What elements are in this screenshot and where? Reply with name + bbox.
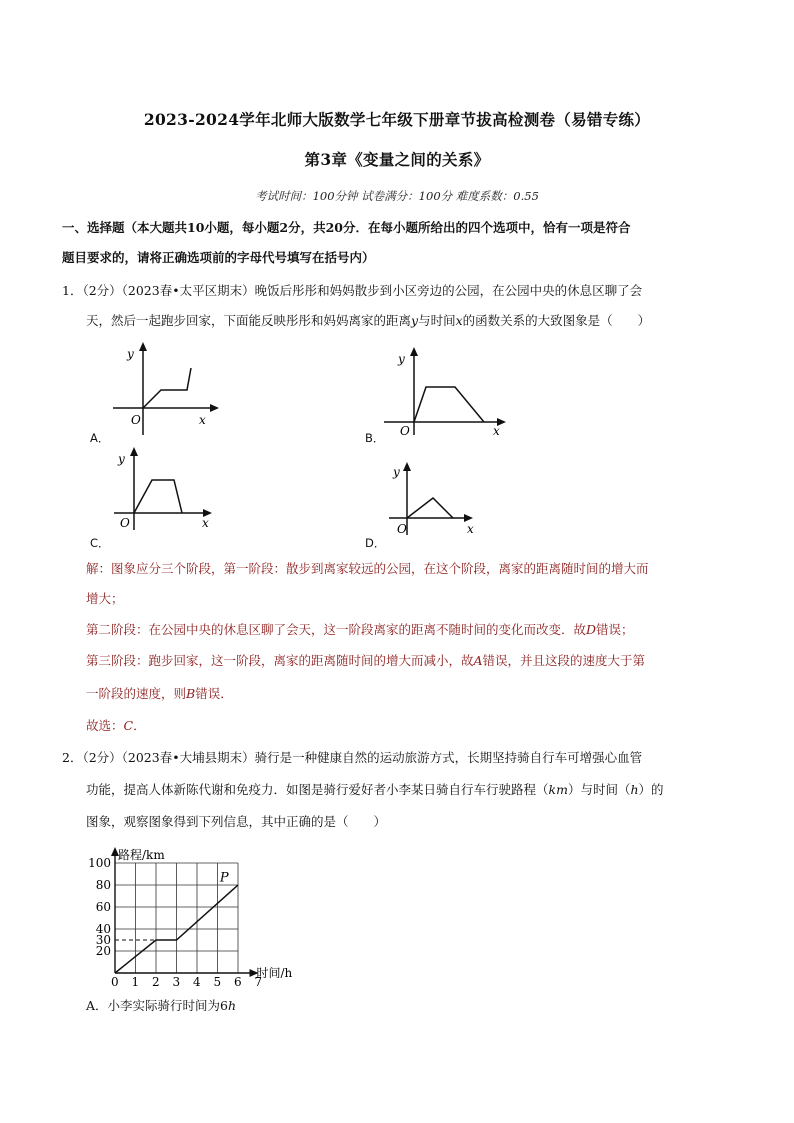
q2-option-a-unit: h <box>227 998 237 1013</box>
q2-text-line2 <box>86 782 664 798</box>
solution-line5-text: 一阶段的速度，则 <box>86 686 187 701</box>
solution-var-a: A <box>473 653 483 668</box>
graph-option-c[interactable] <box>110 445 220 530</box>
q1-text-b: 与时间 <box>418 313 456 328</box>
origin-label: O <box>397 522 407 536</box>
solution-line3-text: 第二阶段：在公园中央的休息区聊了会天，这一阶段离家的距离不随时间的变化而改变．故 <box>86 622 587 637</box>
chapter-title: 第3章《变量之间的关系》 <box>304 150 490 169</box>
q1-text-line2 <box>86 313 650 329</box>
x-tick-label: 3 <box>172 975 181 989</box>
q2-unit-h: h <box>630 782 639 797</box>
q1-var-y: y <box>411 313 419 328</box>
graph-option-b[interactable] <box>380 345 510 438</box>
q2-text-line3: 图象，观察图象得到下列信息，其中正确的是（ ） <box>86 814 387 829</box>
x-tick-label: 0 <box>111 975 119 989</box>
q2-text-b: ）与时间（ <box>567 782 631 797</box>
solution-var-d: D <box>586 622 597 637</box>
option-a-label: A． <box>90 431 110 445</box>
y-tick-label: 100 <box>88 856 111 870</box>
x-tick-label: 6 <box>234 975 242 989</box>
option-c-label: C． <box>90 536 110 550</box>
page-title: 2023-2024学年北师大版数学七年级下册章节拔高检测卷（易错专练） <box>143 110 651 129</box>
y-tick-label: 20 <box>95 944 111 958</box>
solution-line3-end: 错误； <box>596 622 634 637</box>
q1-var-x: x <box>455 313 463 328</box>
graph-option-d[interactable] <box>385 460 485 535</box>
solution-line1: 解：图象应分三个阶段，第一阶段：散步到离家较远的公园，在这个阶段，离家的距离随时间的增大而 <box>86 561 649 576</box>
solution-answer <box>86 718 146 734</box>
distance-time-chart[interactable] <box>85 838 310 988</box>
option-b-label: B． <box>365 431 385 445</box>
origin-label: O <box>120 516 130 530</box>
section-heading-line2: 题目要求的，请将正确选项前的字母代号填写在括号内） <box>62 250 375 265</box>
q1-text-a: 天，然后一起跑步回家，下面能反映彤彤和妈妈离家的距离 <box>86 313 412 328</box>
solution-line5 <box>86 686 233 702</box>
x-tick-label: 7 <box>254 975 263 989</box>
y-axis-label: 路程/km <box>118 848 165 862</box>
axis-y-label: y <box>118 452 125 466</box>
q2-option-a-text: A．小李实际骑行时间为6 <box>86 998 228 1013</box>
q2-text-a: 功能，提高人体新陈代谢和免疫力．如图是骑行爱好者小李某日骑自行车行驶路程（ <box>86 782 549 797</box>
y-tick-label: 60 <box>95 900 111 914</box>
axis-x-label: x <box>493 424 500 438</box>
solution-line3 <box>86 622 634 638</box>
axis-y-label: y <box>393 465 400 479</box>
solution-line4-text: 第三阶段：跑步回家，这一阶段，离家的距离随时间的增大而减小，故 <box>86 653 474 668</box>
origin-label: O <box>400 424 410 438</box>
graph-option-a[interactable] <box>105 340 225 435</box>
section-heading-line1: 一、选择题（本大题共10小题，每小题2分，共20分．在每小题所给出的四个选项中，恰有一项是符合 <box>62 220 631 235</box>
q1-text-c: 的函数关系的大致图象是（ ） <box>462 313 651 328</box>
x-tick-label: 5 <box>213 975 222 989</box>
y-tick-label: 80 <box>95 878 111 892</box>
x-tick-label: 1 <box>131 975 140 989</box>
q2-unit-km: km <box>548 782 568 797</box>
axis-x-label: x <box>467 522 474 536</box>
solution-line4 <box>86 653 645 669</box>
x-tick-label: 4 <box>193 975 201 989</box>
option-d-label: D． <box>365 536 386 550</box>
q2-option-a[interactable] <box>86 998 236 1014</box>
solution-var-b: B <box>186 686 196 701</box>
solution-line5-end: 错误． <box>195 686 233 701</box>
y-tick-label: 30 <box>95 933 111 947</box>
point-label-p: P <box>219 870 229 886</box>
answer-choice: C <box>123 718 134 733</box>
x-axis-label: 时间/h <box>256 966 293 980</box>
answer-prefix: 故选： <box>86 718 124 733</box>
y-tick-label: 40 <box>95 922 111 936</box>
axis-x-label: x <box>202 516 209 530</box>
x-tick-label: 2 <box>152 975 160 989</box>
axis-y-label: y <box>127 347 134 361</box>
axis-y-label: y <box>398 352 405 366</box>
solution-line2: 增大； <box>86 591 124 606</box>
q2-text-line1: 2．（2分）（2023春•大埔县期末）骑行是一种健康自然的运动旅游方式，长期坚持骑自行车可增强心血管 <box>62 750 643 765</box>
exam-meta: 考试时间：100分钟 试卷满分：100分 难度系数：0.55 <box>255 189 539 203</box>
q2-text-c: ）的 <box>638 782 664 797</box>
solution-line4-end: 错误，并且这段的速度大于第 <box>482 653 646 668</box>
q1-text-line1: 1．（2分）（2023春•太平区期末）晚饭后彤彤和妈妈散步到小区旁边的公园，在公园中央的休息区聊了会 <box>62 283 643 298</box>
origin-label: O <box>131 413 141 427</box>
answer-end: ． <box>133 718 146 733</box>
axis-x-label: x <box>199 413 206 427</box>
